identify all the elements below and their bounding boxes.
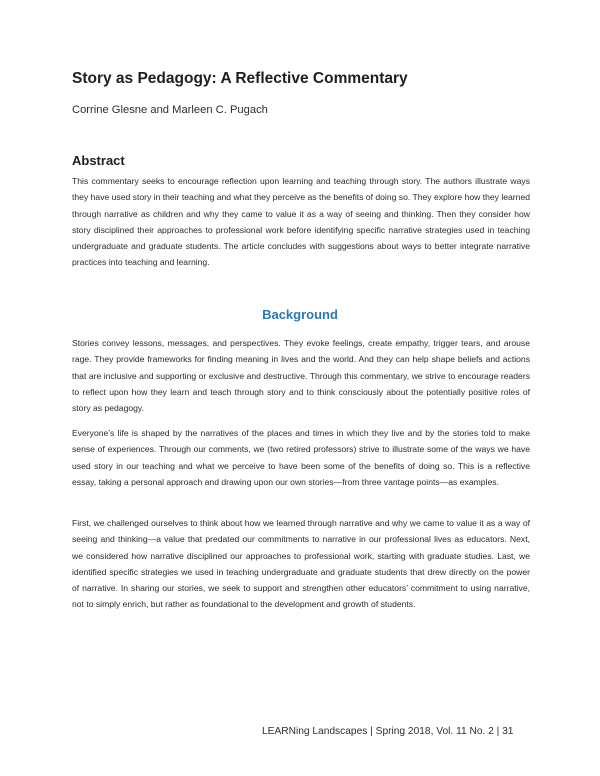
article-title: Story as Pedagogy: A Reflective Commentary — [72, 70, 408, 87]
background-paragraph-3: First, we challenged ourselves to think about how we learned through narrative and why we came to value it as a way of seeing and thinking—a value that predated our commitments to narrative in our professional lives as educators. Next, we considered how narrative disciplined our approaches to professional work, starting with graduate studies. Last, we identified specific strategies we used in teaching undergraduate and graduate students that drew directly on the power of narrative. In sharing our stories, we seek to support and strengthen other educators’ commitment to using narrative, not to simply enrich, but rather as foundational to the development and growth of students. — [72, 518, 530, 610]
background-paragraph-1: Stories convey lessons, messages, and perspectives. They evoke feelings, create empathy, trigger tears, and arouse rage. They provide frameworks for finding meaning in lives and the world. And they can help shape beliefs and actions that are inclusive and supporting or exclusive and destructive. Through this commentary, we strive to encourage readers to reflect upon how they learn and teach through story and to think consciously about the potentially positive roles of story as pedagogy. — [72, 338, 530, 414]
abstract-text: This commentary seeks to encourage reflection upon learning and teaching through story. The authors illustrate ways they have used story in their teaching and what they perceive as the benefits of doing so. They explore how they learned through narrative as children and why they came to value it as a way of seeing and thinking. Then they consider how story disciplined their approaches to professional work before identifying specific narrative strategies used in teaching undergraduate and graduate students. The article concludes with suggestions about ways to better integrate narrative practices into teaching and learning. — [72, 176, 530, 268]
background-paragraph-2: Everyone’s life is shaped by the narratives of the places and times in which they live and by the stories told to make sense of experiences. Through our comments, we (two retired professors) strive to illustrate some of the ways we have used story in our teaching and what we perceive to have been some of the benefits of doing so. This is a reflective essay, taking a personal approach and drawing upon our own stories—from three vantage points—as examples. — [72, 428, 530, 487]
background-heading: Background — [262, 307, 338, 322]
article-authors: Corrine Glesne and Marleen C. Pugach — [72, 104, 268, 116]
page-footer: LEARNing Landscapes | Spring 2018, Vol. 11 No. 2 | 31 — [262, 726, 514, 737]
abstract-heading: Abstract — [72, 153, 125, 168]
